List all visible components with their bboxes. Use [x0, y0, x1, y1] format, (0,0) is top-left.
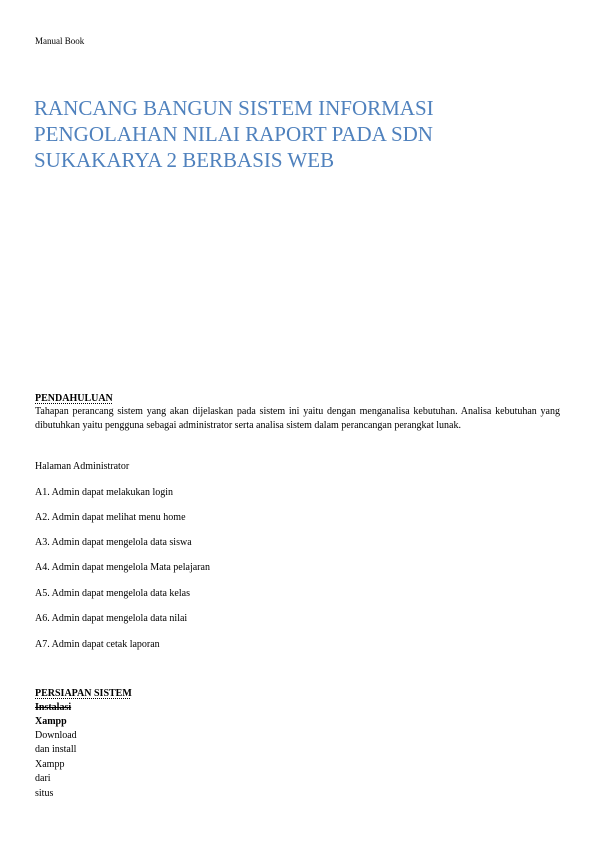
title-line: PENGOLAHAN NILAI RAPORT PADA SDN [34, 122, 433, 146]
admin-list-item: A5. Admin dapat mengelola data kelas [35, 588, 190, 599]
running-header: Manual Book [35, 36, 85, 46]
admin-list-item: A1. Admin dapat melakukan login [35, 487, 174, 498]
setup-heading: PERSIAPAN SISTEM [35, 688, 132, 699]
intro-heading: PENDAHULUAN [35, 393, 113, 404]
admin-heading: Halaman Administrator [35, 461, 130, 472]
admin-list-item: A6. Admin dapat mengelola data nilai [35, 613, 188, 624]
admin-list-item: A7. Admin dapat cetak laporan [35, 639, 160, 650]
setup-line: dari [35, 773, 51, 784]
title-line: RANCANG BANGUN SISTEM INFORMASI [34, 96, 434, 120]
admin-list-item: A4. Admin dapat mengelola Mata pelajaran [35, 562, 210, 573]
title-line: SUKAKARYA 2 BERBASIS WEB [34, 148, 335, 172]
setup-line: Xampp [35, 759, 65, 770]
xampp-label: Xampp [35, 716, 67, 727]
setup-line: Download [35, 730, 77, 741]
setup-line: situs [35, 788, 54, 799]
admin-list-item: A2. Admin dapat melihat menu home [35, 512, 186, 523]
intro-paragraph: Tahapan perancang sistem yang akan dijelaskan pada sistem ini yaitu dengan menganalisa kebutuhan. Analisa kebutuhan yang dibutuhkan yaitu pengguna sebagai administrator serta analisa sistem dalam perancangan perangkat lunak. [35, 406, 560, 431]
setup-line: dan install [35, 744, 77, 755]
admin-list-item: A3. Admin dapat mengelola data siswa [35, 537, 192, 548]
install-label: Instalasi [35, 702, 72, 713]
document-title [34, 95, 564, 173]
